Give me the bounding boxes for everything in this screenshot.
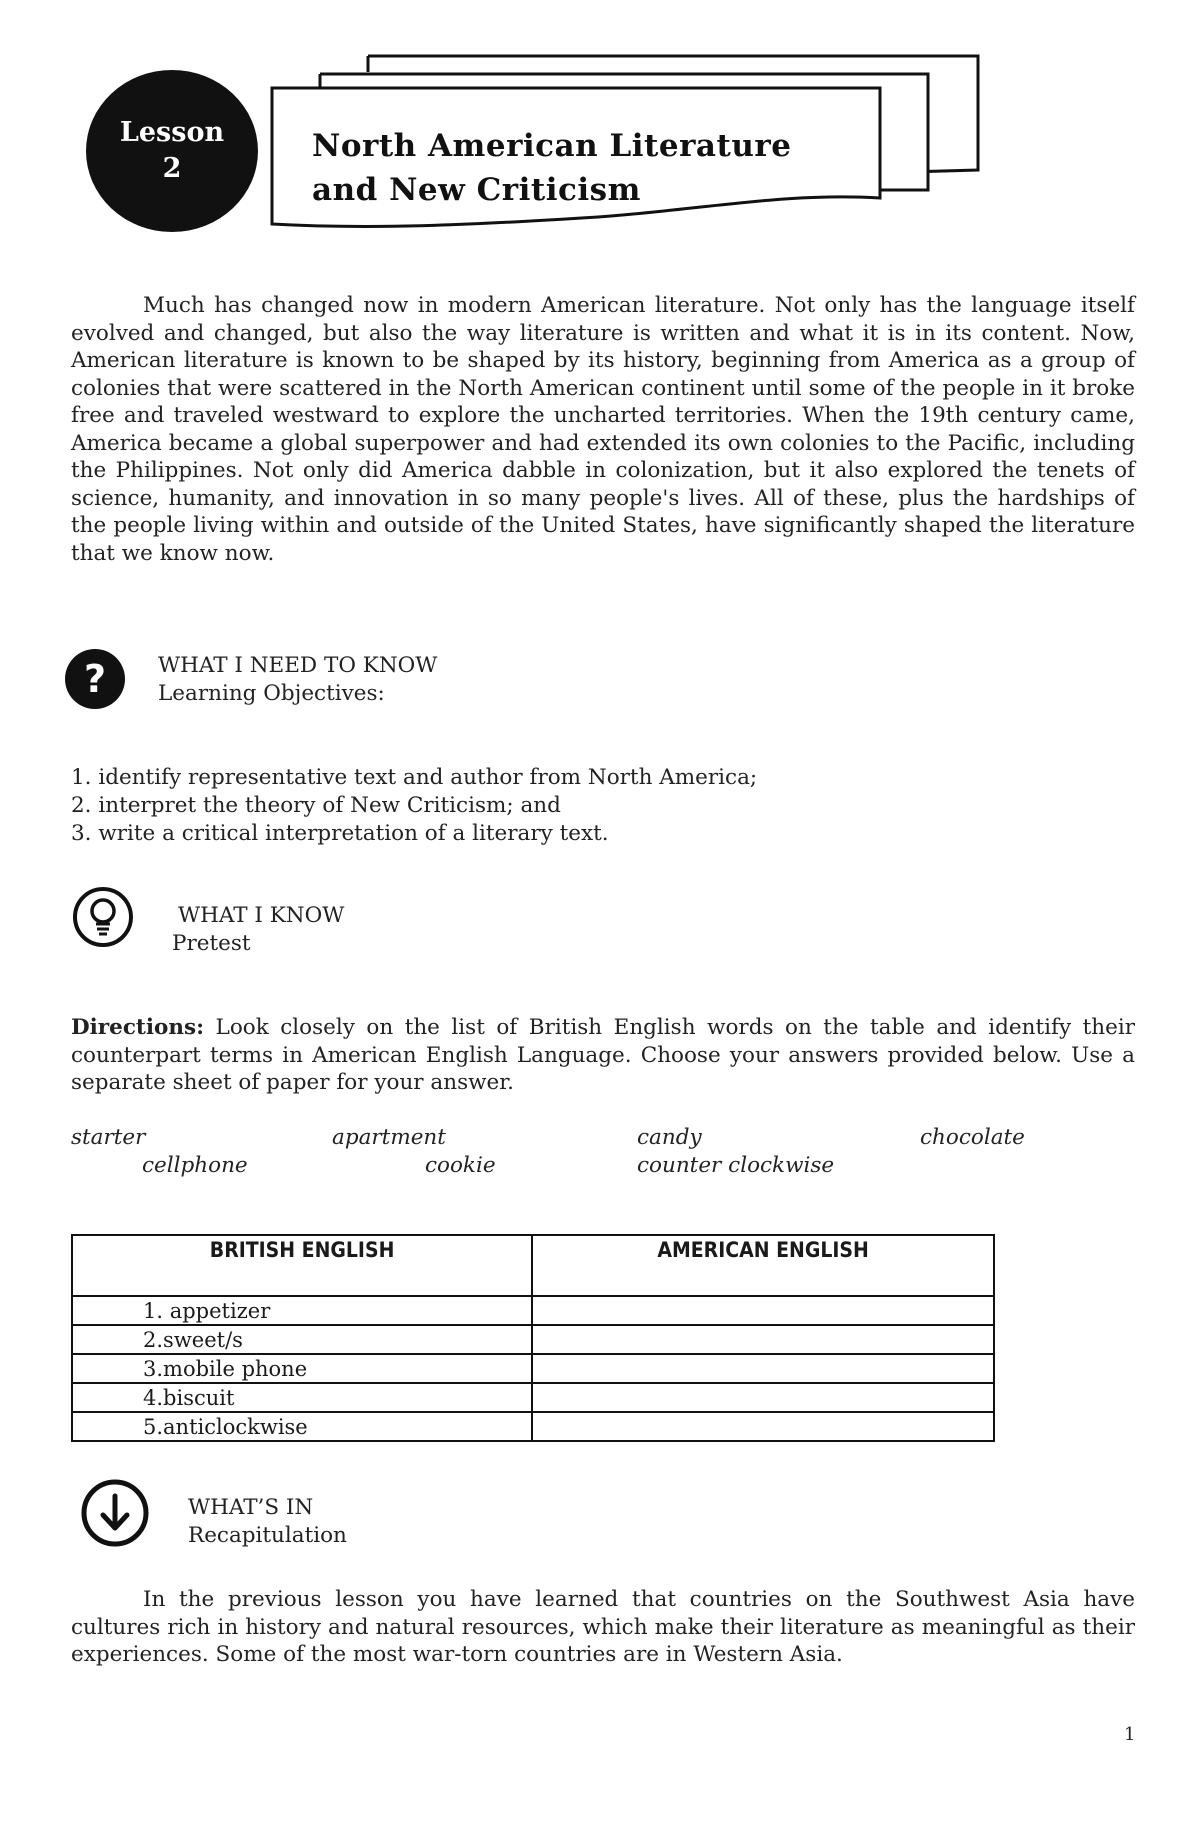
choice-word: counter clockwise	[637, 1153, 835, 1178]
title-line-1: North American Literature	[312, 128, 792, 164]
table-row	[72, 1383, 994, 1412]
recap-text: In the previous lesson you have learned that countries on the Southwest Asia have cultures rich in history and natural resources, which make their literature as meaningful as their experiences. Some of the most war-torn countries are in Western Asia.	[71, 1587, 1135, 1667]
table-row	[72, 1412, 994, 1441]
directions-label: Directions:	[71, 1015, 205, 1040]
british-term: 4.biscuit	[72, 1383, 532, 1412]
intro-paragraph	[71, 292, 1135, 567]
objective-item: 2. interpret the theory of New Criticism; and	[71, 793, 561, 818]
section-title: WHAT I NEED TO KNOW	[158, 653, 438, 678]
section-whats-in	[188, 1494, 347, 1550]
objective-item: 1. identify representative text and author from North America;	[71, 765, 758, 790]
table-row	[72, 1325, 994, 1354]
question-icon	[64, 648, 126, 710]
objective-item: 3. write a critical interpretation of a literary text.	[71, 821, 609, 846]
choice-word: cookie	[425, 1153, 496, 1178]
table-header-row	[72, 1235, 994, 1296]
section-subtitle: Recapitulation	[188, 1523, 347, 1548]
page-title	[312, 124, 791, 212]
section-title: WHAT I KNOW	[178, 903, 345, 928]
american-answer-cell	[532, 1354, 994, 1383]
british-american-table	[71, 1234, 995, 1442]
british-term: 1. appetizer	[72, 1296, 532, 1325]
section-subtitle: Learning Objectives:	[158, 681, 385, 706]
choice-word: candy	[637, 1125, 702, 1150]
american-answer-cell	[532, 1296, 994, 1325]
american-answer-cell	[532, 1325, 994, 1354]
directions-paragraph	[71, 1014, 1135, 1097]
header-british: BRITISH ENGLISH	[72, 1235, 532, 1296]
choice-word: cellphone	[142, 1153, 248, 1178]
objectives-list	[71, 764, 757, 848]
section-subtitle: Pretest	[172, 931, 251, 956]
british-term: 2.sweet/s	[72, 1325, 532, 1354]
header-american: AMERICAN ENGLISH	[532, 1235, 994, 1296]
american-answer-cell	[532, 1383, 994, 1412]
title-line-2: and New Criticism	[312, 172, 641, 208]
lightbulb-icon	[72, 886, 134, 948]
choice-word: starter	[71, 1125, 146, 1150]
arrow-down-circle-icon	[80, 1478, 150, 1548]
lesson-number: 2	[162, 153, 182, 184]
american-answer-cell	[532, 1412, 994, 1441]
page-number: 1	[1124, 1724, 1136, 1745]
table-row	[72, 1354, 994, 1383]
choice-word: chocolate	[920, 1125, 1025, 1150]
lesson-badge	[86, 70, 258, 232]
svg-text:?: ?	[83, 657, 107, 701]
intro-text: Much has changed now in modern American literature. Not only has the language itself evolved and changed, but also the way literature is written and what it is in its content. Now, American literature is known to be shaped by its history, beginning from America as a group of colonies that were scattered in the North American continent until some of the people in it broke free and traveled westward to explore the uncharted territories. When the 19th century came, America became a global superpower and had extended its own colonies to the Pacific, including the Philippines. Not only did America dabble in colonization, but it also explored the tenets of science, humanity, and innovation in so many people's lives. All of these, plus the hardships of the people living within and outside of the United States, have significantly shaped the literature that we know now.	[71, 293, 1135, 566]
section-need-to-know	[158, 652, 437, 708]
recap-paragraph	[71, 1586, 1135, 1669]
section-title: WHAT’S IN	[188, 1495, 314, 1520]
section-what-i-know	[172, 902, 345, 958]
table-row	[72, 1296, 994, 1325]
british-term: 3.mobile phone	[72, 1354, 532, 1383]
directions-text: Look closely on the list of British English words on the table and identify their counterpart terms in American English Language. Choose your answers provided below. Use a separate sheet of paper for your answer.	[71, 1015, 1135, 1095]
choice-word: apartment	[332, 1125, 446, 1150]
british-term: 5.anticlockwise	[72, 1412, 532, 1441]
lesson-word: Lesson	[119, 117, 225, 148]
